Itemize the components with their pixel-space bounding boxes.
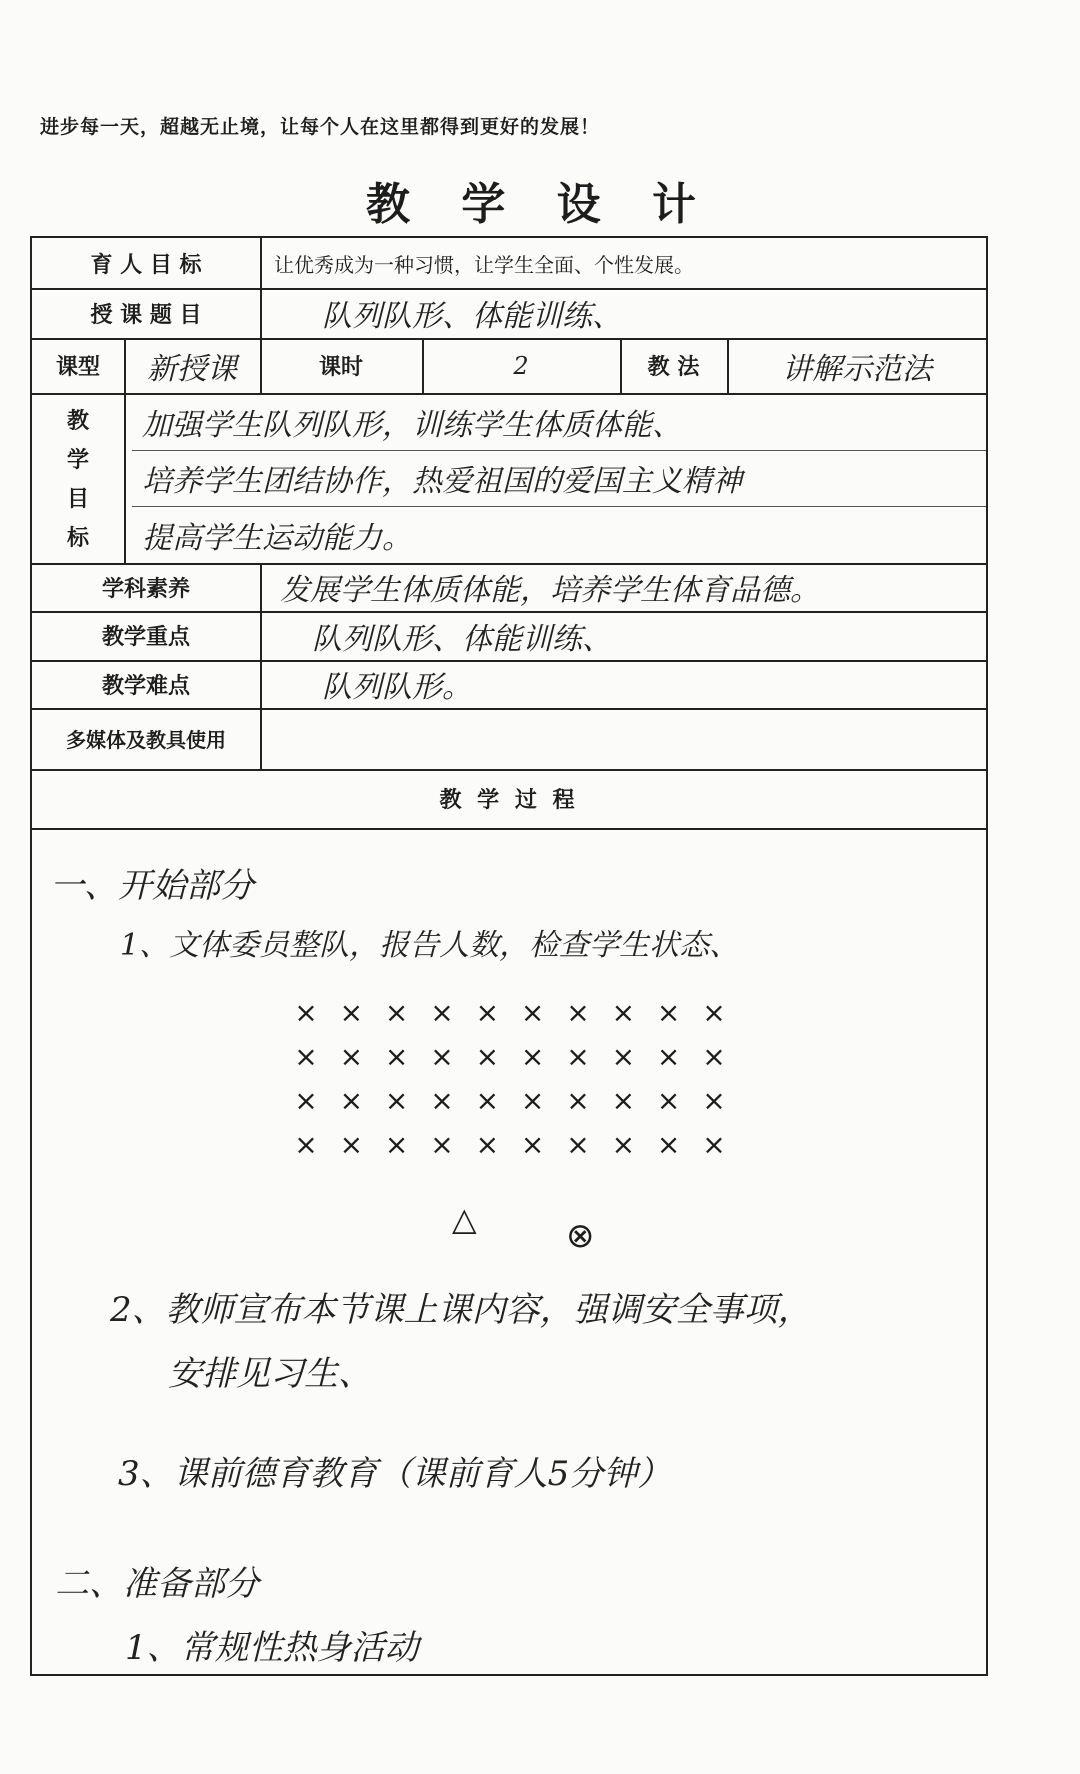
student-mark: × — [611, 1039, 636, 1073]
hours-label: 课时 — [318, 355, 363, 380]
student-mark: × — [566, 995, 590, 1029]
type-label: 课型 — [55, 355, 100, 380]
student-mark: × — [611, 1083, 636, 1117]
goal-label: 育 人 目 标 — [90, 252, 202, 278]
student-mark: × — [384, 1039, 409, 1073]
student-mark: × — [702, 995, 726, 1029]
process-item: 2、教师宣布本节课上课内容，强调安全事项， — [110, 1290, 812, 1330]
student-mark: × — [475, 1039, 500, 1073]
process-item: 安排见习生、 — [168, 1354, 372, 1394]
motto: 进步每一天，超越无止境，让每个人在这里都得到更好的发展！ — [40, 116, 601, 138]
student-mark: × — [475, 1127, 500, 1161]
process-header: 教 学 过 程 — [439, 788, 579, 813]
formation-row — [290, 1078, 730, 1122]
student-mark: × — [702, 1083, 726, 1117]
objective-line: 提高学生运动能力。 — [142, 520, 412, 556]
media-label: 多媒体及教具使用 — [66, 728, 226, 752]
student-mark: × — [520, 1127, 545, 1161]
objectives-label: 教 学 目 标 — [66, 409, 89, 551]
student-mark: × — [294, 1083, 318, 1117]
student-mark: × — [384, 1083, 409, 1117]
objective-line: 加强学生队列队形，训练学生体质体能、 — [142, 407, 682, 443]
student-mark: × — [702, 1039, 726, 1073]
student-mark: × — [520, 1039, 545, 1073]
student-mark: × — [611, 995, 636, 1029]
formation-row — [290, 1034, 730, 1078]
student-mark: × — [339, 1127, 364, 1161]
type-value: 新授课 — [147, 351, 237, 387]
formation-row — [290, 990, 730, 1034]
student-mark: × — [430, 1127, 454, 1161]
method-value: 讲解示范法 — [782, 351, 932, 387]
student-mark: × — [430, 1039, 454, 1073]
topic-value: 队列队形、体能训练、 — [322, 299, 622, 334]
section-heading-start: 一、开始部分 — [50, 866, 254, 906]
teacher-mark: △ — [452, 1200, 477, 1238]
process-item: 3、课前德育教育（课前育人5分钟） — [118, 1454, 672, 1494]
media-value — [272, 708, 972, 769]
student-mark: × — [520, 1083, 545, 1117]
topic-label: 授 课 题 目 — [90, 302, 202, 328]
student-mark: × — [475, 1083, 500, 1117]
student-mark: × — [566, 1083, 590, 1117]
objective-line: 培养学生团结协作，热爱祖国的爱国主义精神 — [142, 464, 742, 499]
student-mark: × — [430, 995, 454, 1029]
formation-diagram — [290, 990, 730, 1166]
key-points-label: 教学重点 — [101, 625, 190, 650]
process-item: 1、文体委员整队，报告人数，检查学生状态、 — [120, 928, 740, 963]
process-item: 1、常规性热身活动 — [125, 1628, 419, 1668]
student-mark: × — [384, 1127, 409, 1161]
student-mark: × — [656, 995, 681, 1029]
student-mark: × — [384, 995, 409, 1029]
student-mark: × — [294, 995, 318, 1029]
section-heading-prepare: 二、准备部分 — [55, 1564, 259, 1604]
student-mark: × — [656, 1039, 681, 1073]
goal-value: 让优秀成为一种习惯，让学生全面、个性发展。 — [274, 252, 694, 277]
student-mark: × — [339, 995, 364, 1029]
difficulty-label: 教学难点 — [101, 673, 190, 699]
page-title: 教 学 设 计 — [366, 179, 714, 230]
student-mark: × — [656, 1127, 681, 1161]
student-mark: × — [430, 1083, 454, 1117]
method-label: 教 法 — [647, 355, 700, 380]
leader-mark: ⊗ — [566, 1216, 595, 1256]
hours-value: 2 — [513, 351, 529, 380]
student-mark: × — [702, 1127, 726, 1161]
difficulty-value: 队列队形。 — [322, 670, 472, 705]
student-mark: × — [656, 1083, 681, 1117]
student-mark: × — [294, 1127, 318, 1161]
student-mark: × — [611, 1127, 636, 1161]
formation-row — [290, 1122, 730, 1166]
key-points-value: 队列队形、体能训练、 — [312, 621, 612, 657]
literacy-label: 学科素养 — [101, 576, 190, 602]
literacy-value: 发展学生体质体能，培养学生体育品德。 — [280, 573, 820, 608]
student-mark: × — [339, 1039, 364, 1073]
student-mark: × — [566, 1039, 590, 1073]
student-mark: × — [294, 1039, 318, 1073]
student-mark: × — [566, 1127, 590, 1161]
student-mark: × — [520, 995, 545, 1029]
student-mark: × — [339, 1083, 364, 1117]
student-mark: × — [475, 995, 500, 1029]
